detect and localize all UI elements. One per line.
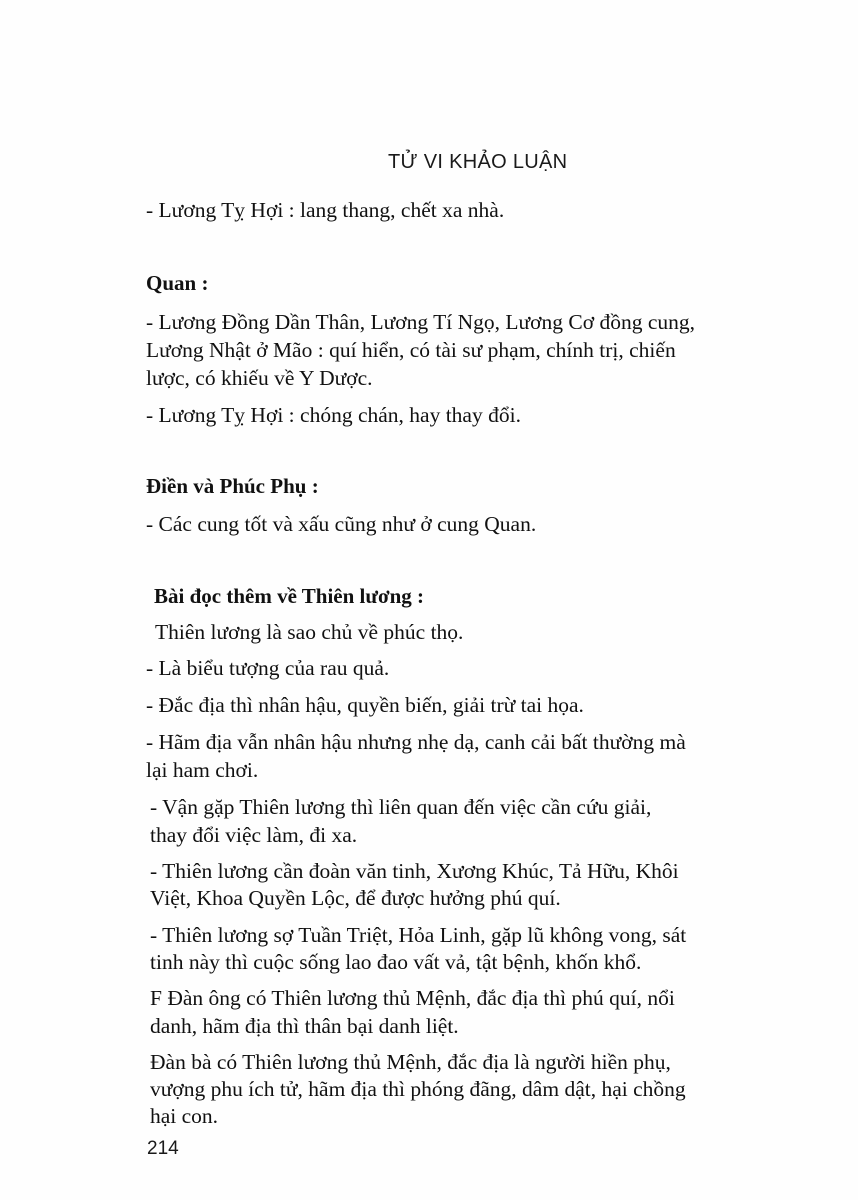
page-number: 214 [147, 1138, 179, 1159]
section-heading-quan: Quan : [146, 271, 209, 295]
text-line: tinh này thì cuộc sống lao đao vất vả, tật bệnh, khốn khổ. [150, 950, 642, 974]
text-line: danh, hãm địa thì thân bại danh liệt. [150, 1014, 459, 1038]
text-line: Thiên lương là sao chủ về phúc thọ. [155, 620, 464, 644]
text-line: - Vận gặp Thiên lương thì liên quan đến việc cần cứu giải, [150, 795, 652, 819]
text-line: - Các cung tốt và xấu cũng như ở cung Quan. [146, 512, 537, 536]
text-line: Việt, Khoa Quyền Lộc, để được hưởng phú quí. [150, 886, 561, 910]
text-line: - Lương Đồng Dần Thân, Lương Tí Ngọ, Lương Cơ đồng cung, [146, 310, 696, 334]
text-line: Đàn bà có Thiên lương thủ Mệnh, đắc địa là người hiền phụ, [150, 1050, 671, 1074]
running-head: TỬ VI KHẢO LUẬN [388, 151, 568, 173]
section-heading-dien-phuc-phu: Điền và Phúc Phụ : [146, 474, 319, 498]
text-line: - Thiên lương cần đoàn văn tinh, Xương Khúc, Tả Hữu, Khôi [150, 859, 679, 883]
text-line: thay đổi việc làm, đi xa. [150, 823, 358, 847]
text-line: lược, có khiếu về Y Dược. [146, 366, 373, 390]
text-line: - Lương Tỵ Hợi : chóng chán, hay thay đổi. [146, 403, 521, 427]
text-line: F Đàn ông có Thiên lương thủ Mệnh, đắc địa thì phú quí, nổi [150, 986, 675, 1010]
text-line: hại con. [150, 1104, 219, 1128]
text-line: - Lương Tỵ Hợi : lang thang, chết xa nhà. [146, 198, 505, 222]
text-line: - Hãm địa vẫn nhân hậu nhưng nhẹ dạ, canh cải bất thường mà [146, 730, 686, 754]
text-line: Lương Nhật ở Mão : quí hiển, có tài sư phạm, chính trị, chiến [146, 338, 676, 362]
text-line: - Là biểu tượng của rau quả. [146, 656, 390, 680]
section-heading-bai-doc-them: Bài đọc thêm về Thiên lương : [154, 584, 425, 608]
text-line: vượng phu ích tử, hãm địa thì phóng đãng, dâm dật, hại chồng [150, 1077, 686, 1101]
text-line: - Thiên lương sợ Tuần Triệt, Hỏa Linh, gặp lũ không vong, sát [150, 923, 687, 947]
text-line: - Đắc địa thì nhân hậu, quyền biến, giải trừ tai họa. [146, 693, 584, 717]
text-line: lại ham chơi. [146, 758, 259, 782]
